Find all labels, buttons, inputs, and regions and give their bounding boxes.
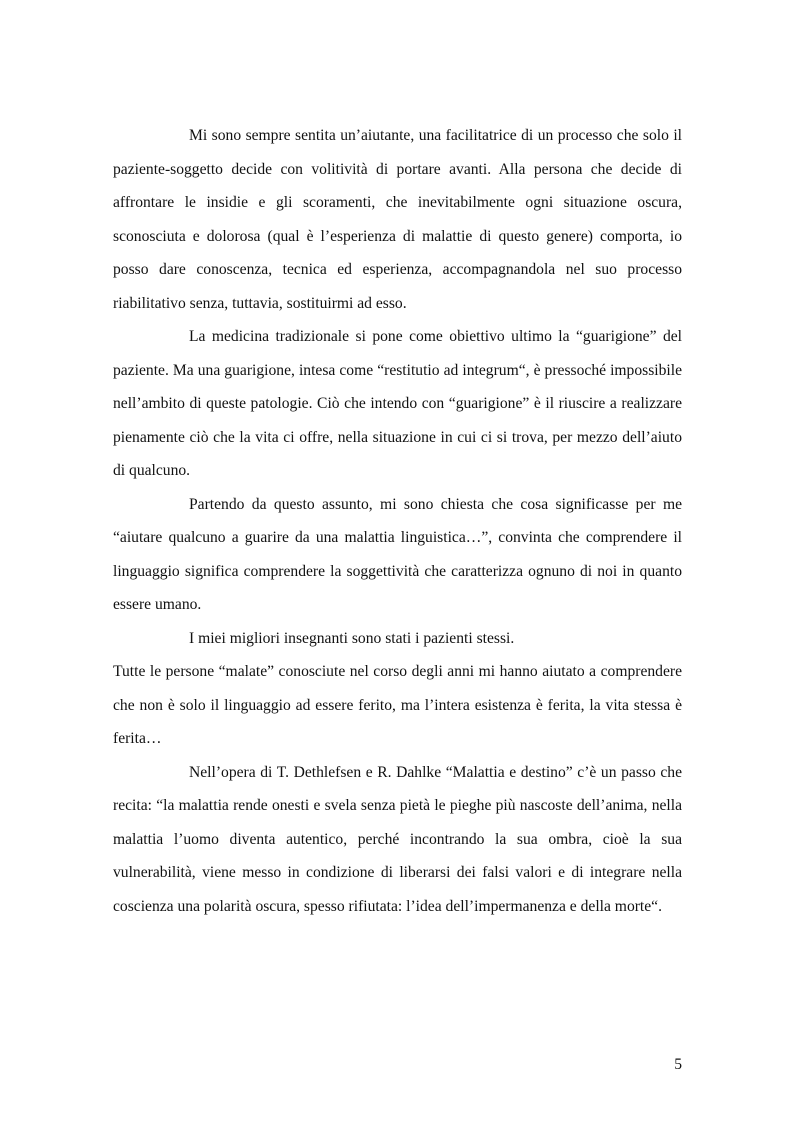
paragraph-linguistic-illness: Partendo da questo assunto, mi sono chiesta che cosa significasse per me “aiutare qualcuno a guarire da una malattia linguistica…”, convinta che comprendere il linguaggio significa comprendere la soggettività che caratterizza ognuno di noi in quanto essere umano. bbox=[113, 495, 682, 613]
paragraph-role-of-therapist: Mi sono sempre sentita un’aiutante, una facilitatrice di un processo che solo il paziente-soggetto decide con volitività di portare avanti. Alla persona che decide di affrontare le insidie e gli scoramenti, che inevitabilmente ogni situazione oscura, sconosciuta e dolorosa (qual è l’esperienza di malattie di questo genere) comporta, io posso dare conoscenza, tecnica ed esperienza, accompagnandola nel suo processo riabilitativo senza, tuttavia, sostituirmi ad esso. bbox=[113, 127, 682, 312]
page-number: 5 bbox=[674, 1056, 682, 1073]
paragraph-dethlefsen-quote: Nell’opera di T. Dethlefsen e R. Dahlke “Malattia e destino” c’è un passo che recita: “la malattia rende onesti e svela senza pietà le pieghe più nascoste dell’anima, nella malattia l’uomo diventa autentico, perché incontrando la sua ombra, cioè la sua vulnerabilità, viene messo in condizione di liberarsi dei falsi valori e di integrare nella coscienza una polarità oscura, spesso rifiutata: l’idea dell’impermanenza e della morte“. bbox=[113, 763, 682, 915]
paragraph-best-teachers: I miei migliori insegnanti sono stati i pazienti stessi. bbox=[189, 629, 515, 647]
paragraph-sick-people: Tutte le persone “malate” conosciute nel corso degli anni mi hanno aiutato a comprendere che non è solo il linguaggio ad essere ferito, ma l’intera esistenza è ferita, la vita stessa è ferita… bbox=[113, 663, 682, 747]
page-body bbox=[113, 119, 682, 923]
paragraph-traditional-medicine: La medicina tradizionale si pone come obiettivo ultimo la “guarigione” del paziente. Ma una guarigione, intesa come “restitutio ad integrum“, è pressoché impossibile nell’ambito di queste patologie. Ciò che intendo con “guarigione” è il riuscire a realizzare pienamente ciò che la vita ci offre, nella situazione in cui ci si trova, per mezzo dell’aiuto di qualcuno. bbox=[113, 328, 682, 479]
